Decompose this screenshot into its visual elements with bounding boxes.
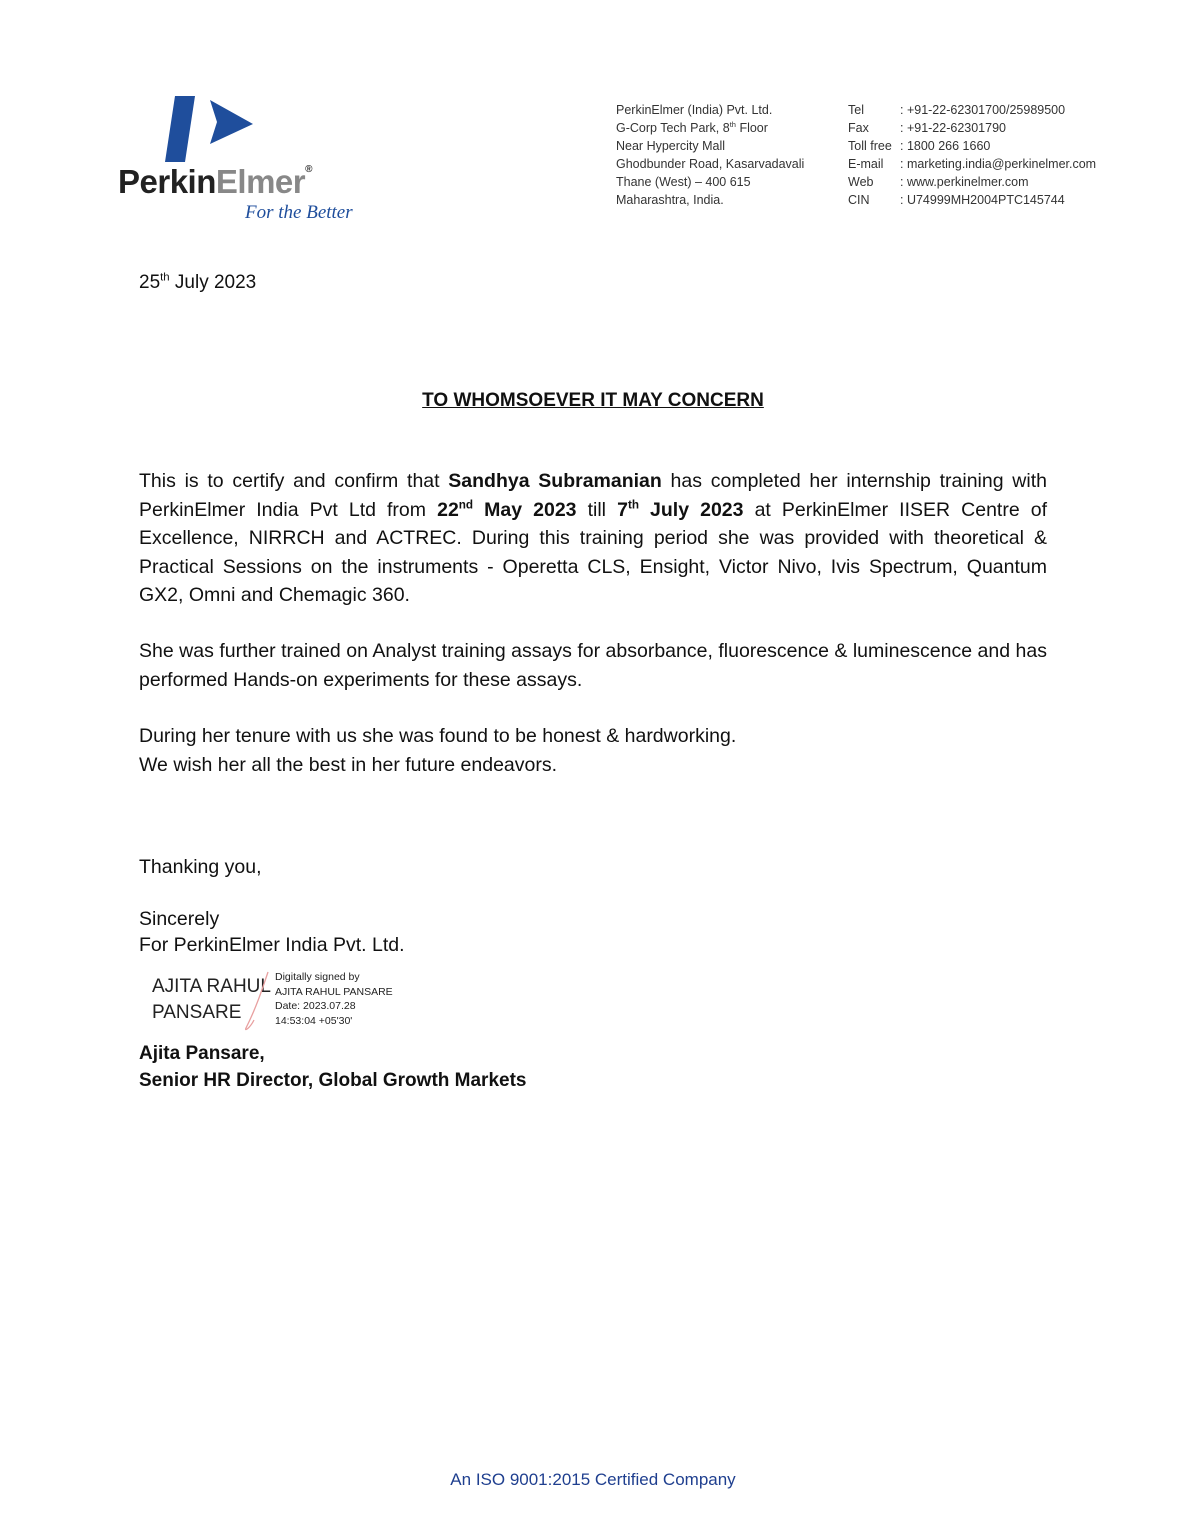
address-line: PerkinElmer (India) Pvt. Ltd. (616, 103, 773, 117)
contact-row: Toll free : 1800 266 1660 (848, 139, 991, 153)
address-line: Maharashtra, India. (616, 193, 724, 207)
letter-heading: TO WHOMSOEVER IT MAY CONCERN (422, 390, 764, 411)
address-line: Thane (West) – 400 615 (616, 175, 751, 189)
signer-block (139, 1040, 526, 1094)
address-line: Ghodbunder Road, Kasarvadavali (616, 157, 805, 171)
footer-certification: An ISO 9001:2015 Certified Company (450, 1470, 736, 1489)
signer-name: Ajita Pansare, (139, 1043, 265, 1064)
signer-title: Senior HR Director, Global Growth Markets (139, 1070, 527, 1091)
logo-tagline: For the Better (245, 202, 353, 223)
digital-signature-name: AJITA RAHUL PANSARE (152, 976, 271, 1023)
address-line: G-Corp Tech Park, 8th Floor (616, 119, 768, 135)
intern-name: Sandhya Subramanian (448, 470, 662, 492)
contact-row: CIN : U74999MH2004PTC145744 (848, 193, 1065, 207)
start-date: 22nd May 2023 (437, 498, 577, 521)
closing-thanks: Thanking you, (139, 856, 262, 878)
digital-signature-details: Digitally signed by AJITA RAHUL PANSARE Date: 2023.07.28 14:53:04 +05'30' (275, 971, 393, 1027)
closing-company: For PerkinElmer India Pvt. Ltd. (139, 934, 405, 956)
company-address (616, 101, 804, 209)
signature-flourish-icon (238, 968, 278, 1034)
company-contacts (848, 101, 1096, 209)
contact-row: Fax : +91-22-62301790 (848, 121, 1006, 135)
address-line: Near Hypercity Mall (616, 139, 726, 153)
end-date: 7th July 2023 (617, 498, 744, 521)
body-paragraph-3: During her tenure with us she was found to be honest & hardworking. We wish her all the best in her future endeavors. (139, 725, 737, 776)
contact-row: Web : www.perkinelmer.com (848, 175, 1029, 189)
closing-sincerely: Sincerely (139, 908, 220, 930)
letter-date: 25th July 2023 (139, 271, 257, 293)
logo-wordmark: PerkinElmer® (118, 163, 312, 200)
body-paragraph-1: This is to certify and confirm that Sandhya Subramanian has completed her internship training with PerkinElmer India Pvt Ltd from 22nd May 2023 till 7th July 2023 at PerkinElmer IISER Centre of Excellence, NIRRCH and ACTREC. During this training period she was provided with theoretical & Practical Sessions on the instruments - Operetta CLS, Ensight, Victor Nivo, Ivis Spectrum, Quantum GX2, Omni and Chemagic 360. (139, 470, 1047, 606)
body-paragraph-2: She was further trained on Analyst training assays for absorbance, fluorescence & luminescence and has performed Hands-on experiments for these assays. (139, 640, 1047, 691)
contact-row: Tel : +91-22-62301700/25989500 (848, 103, 1066, 117)
contact-row: E-mail : marketing.india@perkinelmer.com (848, 157, 1097, 171)
